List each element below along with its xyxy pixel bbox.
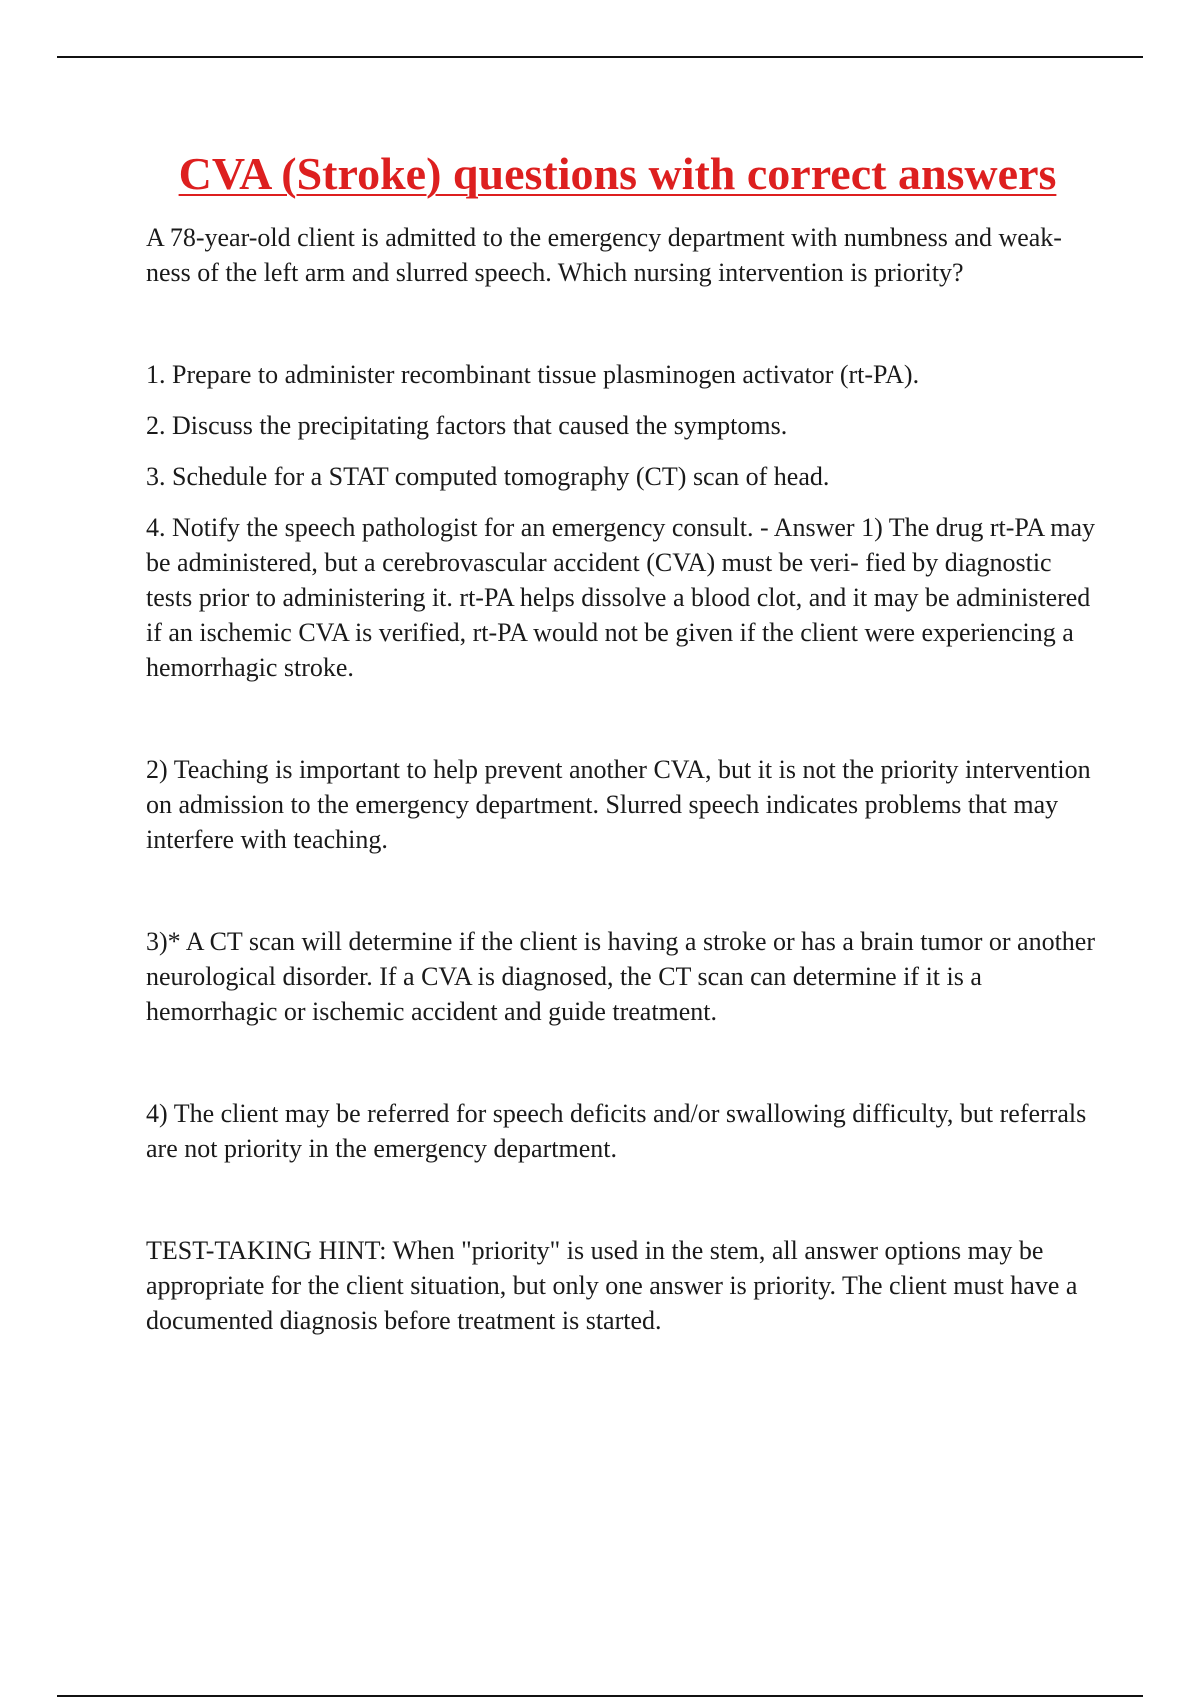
document-title: CVA (Stroke) questions with correct answers [178, 148, 1057, 199]
question-text: A 78-year-old client is admitted to the emergency department with numbness and weak- ness of the left arm and slurred speech. Which nursing intervention is priority? [146, 223, 1062, 287]
explanation-3: 3)* A CT scan will determine if the client is having a stroke or has a brain tumor or another neurological disorder. If a CVA is diagnosed, the CT scan can determine if it is a hemorrhagic or ischemic accident and guide treatment. [146, 927, 1095, 1026]
explanation-4: 4) The client may be referred for speech deficits and/or swallowing difficulty, but referrals are not priority in the emergency department. [146, 1099, 1087, 1163]
answer-option-3: 3. Schedule for a STAT computed tomography (CT) scan of head. [146, 462, 830, 491]
explanation-2: 2) Teaching is important to help prevent another CVA, but it is not the priority intervention on admission to the emergency department. Slurred speech indicates problems that may interfere with teaching. [146, 755, 1091, 854]
answer-option-4: 4. Notify the speech pathologist for an emergency consult. - Answer 1) The drug rt-PA may be administered, but a cerebrovascular accident (CVA) must be veri- fied by diagnostic tests prior to administering it. rt-PA helps dissolve a blood clot, and it may be administered if an ischemic CVA is verified, rt-PA would not be given if the client were experiencing a hemorrhagic stroke. [146, 513, 1096, 682]
answer-option-2: 2. Discuss the precipitating factors that caused the symptoms. [146, 411, 788, 440]
bottom-rule [57, 1695, 1143, 1697]
top-rule [57, 56, 1143, 58]
document-body [146, 220, 1096, 1338]
answer-option-1: 1. Prepare to administer recombinant tissue plasminogen activator (rt-PA). [146, 360, 920, 389]
test-taking-hint: TEST-TAKING HINT: When "priority" is used in the stem, all answer options may be appropriate for the client situation, but only one answer is priority. The client must have a documented diagnosis before treatment is started. [146, 1236, 1078, 1335]
